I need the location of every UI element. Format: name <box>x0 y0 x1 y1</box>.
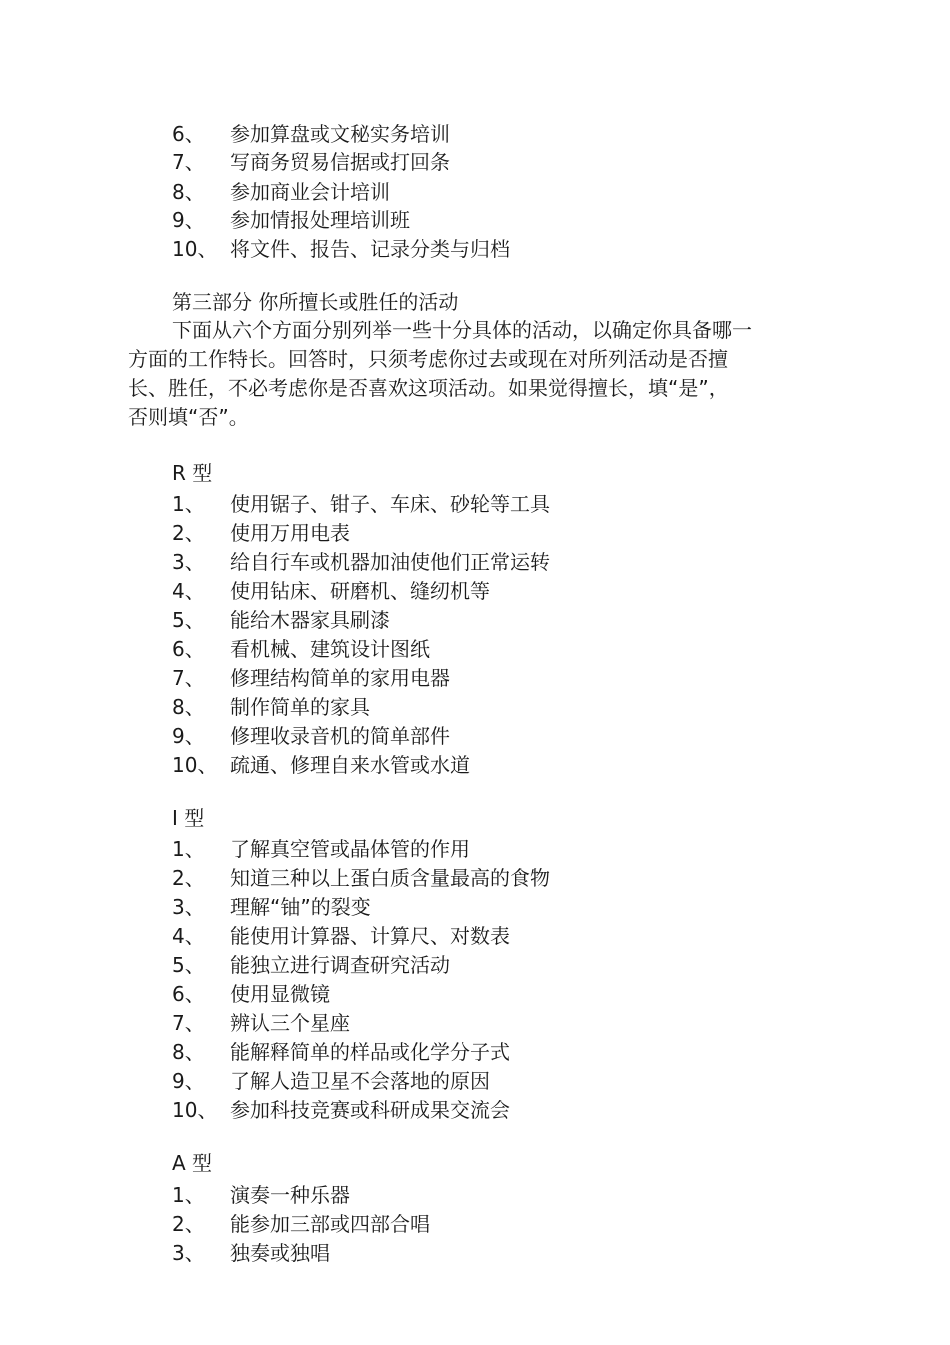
list-item <box>172 1065 490 1094</box>
list-item <box>172 1208 430 1237</box>
item-number: 1、 <box>172 492 205 516</box>
item-number: 7、 <box>172 666 205 690</box>
item-number: 8、 <box>172 1040 205 1064</box>
item-text: 制作简单的家具 <box>230 695 370 719</box>
section-title-r: R 型 <box>172 461 213 485</box>
list-item <box>172 1179 350 1208</box>
section-title-a: A 型 <box>172 1151 213 1175</box>
list-item <box>172 1007 350 1036</box>
item-number: 5、 <box>172 953 205 977</box>
item-text: 能参加三部或四部合唱 <box>230 1212 430 1236</box>
item-text: 使用万用电表 <box>230 521 350 545</box>
item-text: 独奏或独唱 <box>230 1241 330 1265</box>
item-number: 3、 <box>172 1241 205 1265</box>
list-item <box>172 862 550 891</box>
paragraph-line: 长、胜任，不必考虑你是否喜欢这项活动。如果觉得擅长，填“是”， <box>128 376 729 400</box>
item-text: 了解真空管或晶体管的作用 <box>230 837 470 861</box>
item-number: 8、 <box>172 695 205 719</box>
list-item <box>172 146 450 175</box>
item-text: 能给木器家具刷漆 <box>230 608 390 632</box>
list-item <box>172 233 510 262</box>
list-item <box>172 204 410 233</box>
list-item <box>172 1036 510 1065</box>
list-item <box>172 949 450 978</box>
item-number: 6、 <box>172 637 205 661</box>
item-number: 3、 <box>172 550 205 574</box>
item-number: 2、 <box>172 521 205 545</box>
paragraph-line: 下面从六个方面分别列举一些十分具体的活动，以确定你具备哪一 <box>172 318 752 342</box>
paragraph-line: 方面的工作特长。回答时，只须考虑你过去或现在对所列活动是否擅 <box>128 347 728 371</box>
item-text: 参加情报处理培训班 <box>230 208 410 232</box>
item-number: 1、 <box>172 837 205 861</box>
item-text: 将文件、报告、记录分类与归档 <box>230 237 510 261</box>
list-item <box>172 720 450 749</box>
item-text: 使用钻床、研磨机、缝纫机等 <box>230 579 490 603</box>
item-number: 5、 <box>172 608 205 632</box>
list-item <box>172 604 390 633</box>
list-item <box>172 691 370 720</box>
item-text: 疏通、修理自来水管或水道 <box>230 753 470 777</box>
item-number: 10、 <box>172 1098 218 1122</box>
item-number: 2、 <box>172 866 205 890</box>
paragraph-line: 否则填“否”。 <box>128 405 249 429</box>
item-text: 理解“铀”的裂变 <box>230 895 371 919</box>
list-item <box>172 488 550 517</box>
item-number: 7、 <box>172 1011 205 1035</box>
list-item <box>172 575 490 604</box>
item-text: 修理结构简单的家用电器 <box>230 666 450 690</box>
item-number: 4、 <box>172 579 205 603</box>
item-text: 使用显微镜 <box>230 982 330 1006</box>
section-title-i: I 型 <box>172 806 205 830</box>
list-item <box>172 546 550 575</box>
item-text: 参加算盘或文秘实务培训 <box>230 122 450 146</box>
item-number: 9、 <box>172 208 205 232</box>
item-number: 8、 <box>172 180 205 204</box>
item-number: 6、 <box>172 122 205 146</box>
item-text: 了解人造卫星不会落地的原因 <box>230 1069 490 1093</box>
item-text: 看机械、建筑设计图纸 <box>230 637 430 661</box>
list-item <box>172 662 450 691</box>
list-item <box>172 176 390 205</box>
list-item <box>172 1094 510 1123</box>
item-text: 辨认三个星座 <box>230 1011 350 1035</box>
list-item <box>172 749 470 778</box>
item-number: 6、 <box>172 982 205 1006</box>
item-number: 9、 <box>172 1069 205 1093</box>
item-number: 10、 <box>172 237 218 261</box>
item-text: 演奏一种乐器 <box>230 1183 350 1207</box>
item-text: 使用锯子、钳子、车床、砂轮等工具 <box>230 492 550 516</box>
item-text: 修理收录音机的简单部件 <box>230 724 450 748</box>
item-text: 能使用计算器、计算尺、对数表 <box>230 924 510 948</box>
list-item <box>172 118 450 147</box>
intro-paragraph <box>128 316 788 432</box>
item-text: 能独立进行调查研究活动 <box>230 953 450 977</box>
list-item <box>172 633 430 662</box>
item-text: 写商务贸易信据或打回条 <box>230 150 450 174</box>
item-number: 3、 <box>172 895 205 919</box>
item-text: 参加科技竞赛或科研成果交流会 <box>230 1098 510 1122</box>
list-item <box>172 920 510 949</box>
list-item <box>172 1237 330 1266</box>
list-item <box>172 833 470 862</box>
section-heading-part3: 第三部分 你所擅长或胜任的活动 <box>172 290 459 314</box>
item-text: 知道三种以上蛋白质含量最高的食物 <box>230 866 550 890</box>
item-number: 9、 <box>172 724 205 748</box>
item-number: 1、 <box>172 1183 205 1207</box>
item-number: 7、 <box>172 150 205 174</box>
item-number: 10、 <box>172 753 218 777</box>
item-text: 给自行车或机器加油使他们正常运转 <box>230 550 550 574</box>
list-item <box>172 978 330 1007</box>
item-text: 能解释简单的样品或化学分子式 <box>230 1040 510 1064</box>
item-text: 参加商业会计培训 <box>230 180 390 204</box>
list-item <box>172 891 371 920</box>
list-item <box>172 517 350 546</box>
item-number: 4、 <box>172 924 205 948</box>
item-number: 2、 <box>172 1212 205 1236</box>
